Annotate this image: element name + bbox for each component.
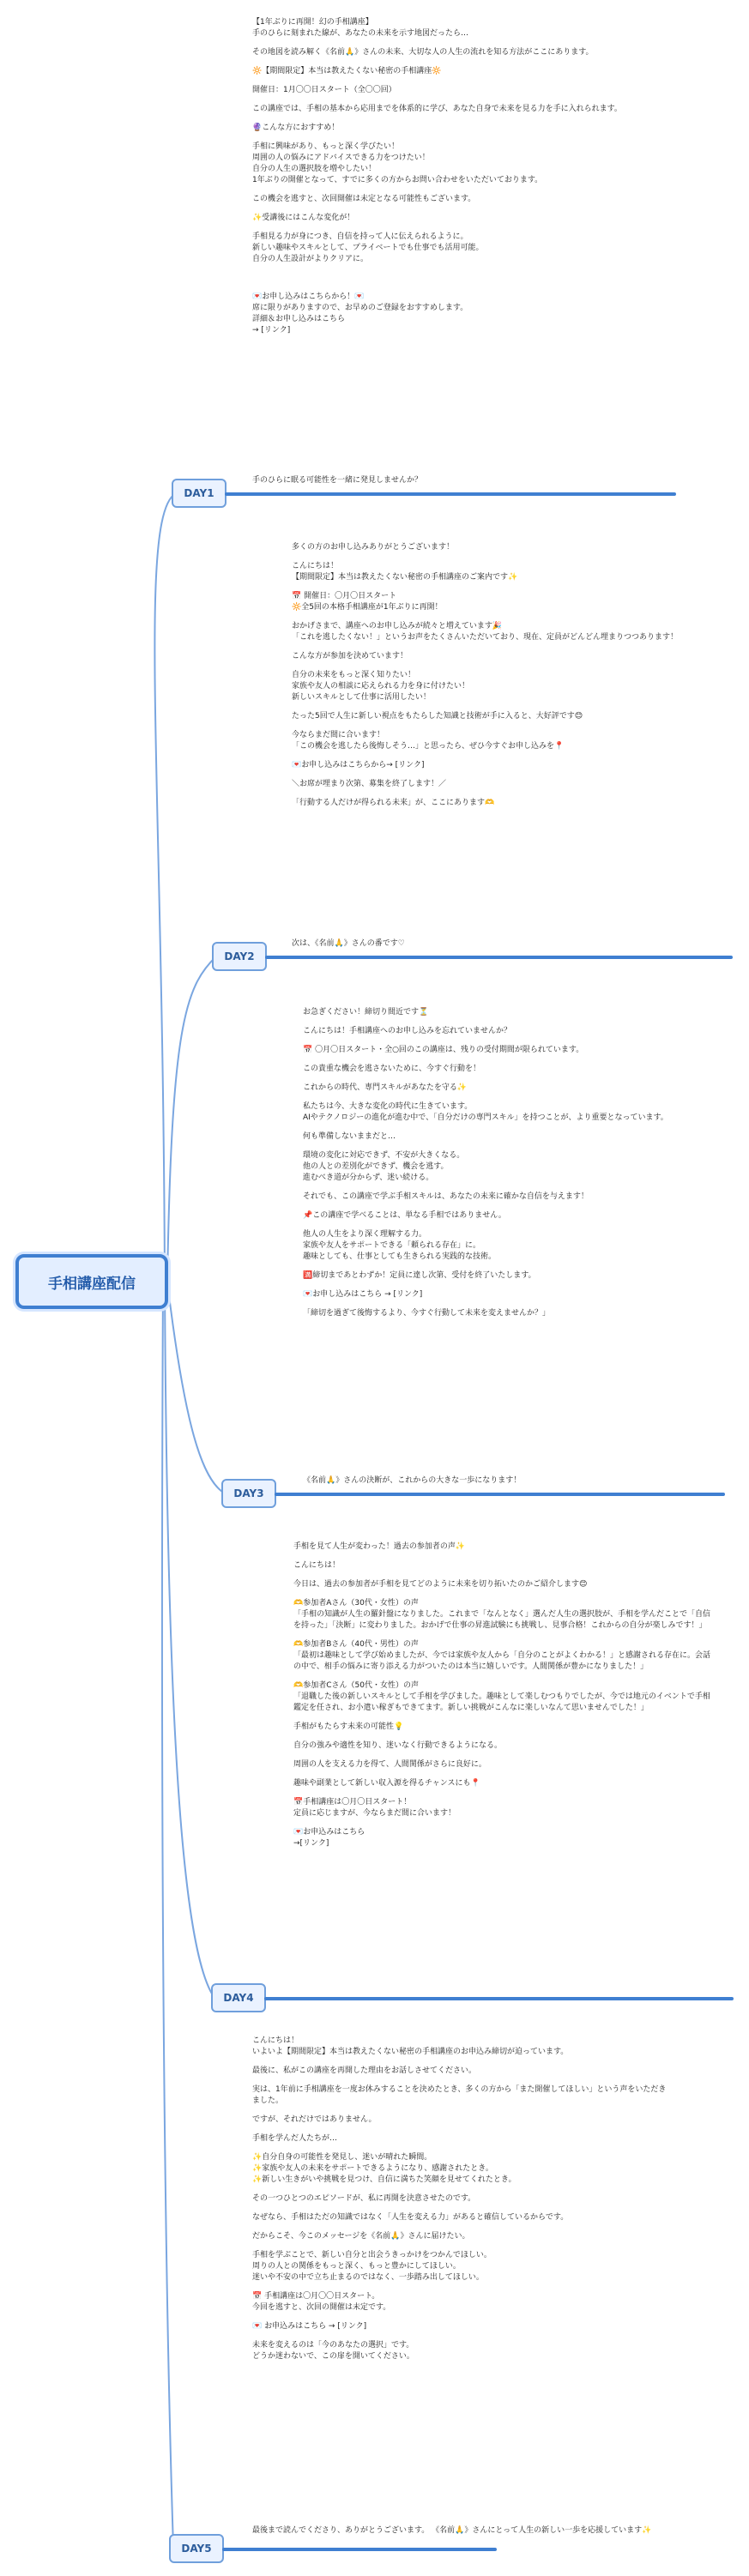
day3-paragraph: こんにちは！手相講座へのお申し込みを忘れていませんか？: [303, 1027, 512, 1035]
day3-paragraph: 📌この講座で学べることは、単なる手相ではありません。: [303, 1211, 506, 1220]
day5-paragraph: こんにちは！ いよいよ【期間限定】本当は教えたくない秘密の手相講座のお申込み締切が迫っています。: [252, 2036, 569, 2056]
day5-paragraph: 未来を変えるのは「今のあなたの選択」です。 どうか迷わないで、この扉を開いてください。: [252, 2341, 414, 2361]
day2-paragraph: 自分の未来をもっと深く知りたい！ 家族や友人の相談に応えられる力を身に付けたい！ 新しいスキルとして仕事に活用したい！: [292, 671, 470, 702]
day5-paragraph: 📅 手相講座は〇月〇〇日スタート。 今回を逃すと、次回の開催は未定です。: [252, 2292, 391, 2312]
day4-paragraph: こんにちは！: [293, 1561, 341, 1570]
day1-paragraph: 🔮こんな方におすすめ！: [252, 124, 340, 132]
day5-paragraph: ですが、それだけではありません。: [252, 2115, 377, 2124]
day2-text: [292, 542, 678, 809]
day1-underline: [225, 492, 676, 496]
day4-underline: [264, 1997, 734, 2000]
day4-paragraph: 趣味や副業として新しい収入源を得るチャンスにも📍: [293, 1779, 480, 1788]
day2-paragraph: ＼お席が埋まり次第、募集を終了します！／: [292, 780, 447, 788]
day4-paragraph: 🫶参加者Cさん（50代・女性）の声 「退職した後の新しいスキルとして手相を学びました。趣味として楽しむつもりでしたが、今では地元のイベントで手相鑑定を任され、お小遣い稼ぎもできてます。新しい挑戦がこんなに楽しいなんて思いませんでした！」: [293, 1681, 710, 1712]
connector-root-day4: [165, 1282, 214, 1998]
day3-text: [303, 1007, 680, 1319]
day2-paragraph: 💌お申し込みはこちらから→ [リンク]: [292, 761, 425, 769]
day3-paragraph: 🈵締切まであとわずか！定員に達し次第、受付を終了いたします。: [303, 1271, 536, 1280]
day1-paragraph: 💌お申し込みはこちらから！💌 席に限りがありますので、お早めのご登録をおすすめします。 詳細＆お申し込みはこちら → [リンク]: [252, 293, 468, 335]
day5-paragraph: 手相を学ぶことで、新しい自分と出会うきっかけをつかんでほしい。 周りの人との関係をもっと深く、もっと豊かにしてほしい。 迷いや不安の中で立ち止まるのではなく、一歩踏み出してほしい。: [252, 2251, 492, 2282]
day5-text: [252, 2036, 669, 2362]
day4-paragraph: 手相がもたらす未来の可能性💡: [293, 1722, 404, 1731]
day2-paragraph: 「行動する人だけが得られる未来」が、ここにあります🫶: [292, 799, 495, 807]
day4-paragraph: 🫶参加者Bさん（40代・男性）の声 「最初は趣味として学び始めましたが、今では家族や友人から「自分のことがよくわかる！」と感謝される存在に。会話の中で、相手の悩みに寄り添える力がついたのは本当に嬉しいです。人間関係が豊かになりました！」: [293, 1640, 711, 1671]
connector-root-day2: [167, 956, 216, 1282]
day1-branch-text: 手のひらに眠る可能性を一緒に発見しませんか？: [252, 476, 423, 485]
day3-paragraph: 何も準備しないままだと…: [303, 1132, 396, 1141]
day1-paragraph: 【1年ぶりに再開！幻の手相講座】 手のひらに刻まれた線が、あなたの未来を示す地図だったら…: [252, 18, 469, 38]
day3-paragraph: 💌お申し込みはこちら → [リンク]: [303, 1290, 423, 1299]
day1-paragraph: その地図を読み解く《名前🙏》さんの未来、大切な人の人生の流れを知る方法がここにあります。: [252, 48, 594, 57]
day4-paragraph: 📅手相講座は〇月〇日スタート！ 定員に応じますが、今ならまだ間に合います！: [293, 1798, 456, 1818]
day2-paragraph: 今ならまだ間に合います！ 「この機会を逃したら後悔しそう…」と思ったら、ぜひ今すぐお申し込みを📍: [292, 731, 565, 751]
day2-paragraph: こんな方が参加を決めています！: [292, 652, 408, 661]
day3-paragraph: それでも、この講座で学ぶ手相スキルは、あなたの未来に確かな自信を与えます！: [303, 1192, 589, 1201]
day2-paragraph: たった5回で人生に新しい視点をもたらした知識と技術が手に入ると、大好評です😊: [292, 712, 583, 721]
day3-paragraph: 環境の変化に対応できず、不安が大きくなる。 他の人との差別化ができず、機会を逃す。 進むべき道が分からず、迷い続ける。: [303, 1151, 465, 1182]
day3-node[interactable]: DAY3: [221, 1479, 276, 1508]
day1-paragraph: 手相に興味があり、もっと深く学びたい！ 周囲の人の悩みにアドバイスできる力をつけたい！ 自分の人生の選択肢を増やしたい！ 1年ぶりの開催となって、すでに多くの方からお問い合わせをいただいております。: [252, 142, 543, 184]
day4-paragraph: 周囲の人を支える力を得て、人間関係がさらに良好に。: [293, 1760, 486, 1769]
day3-paragraph: この貴重な機会を逃さないために、今すぐ行動を！: [303, 1065, 481, 1073]
day1-paragraph: この機会を逃すと、次回開催は未定となる可能性もございます。: [252, 195, 476, 203]
day5-branch-text: 最後まで読んでくださり、ありがとうございます。 《名前🙏》さんにとって人生の新しい一歩を応援しています✨: [252, 2526, 652, 2535]
day1-paragraph: 手相見る力が身につき、自信を持って人に伝えられるように。 新しい趣味やスキルとして、プライベートでも仕事でも活用可能。 自分の人生設計がよりクリアに。: [252, 232, 484, 263]
day3-paragraph: お急ぎください！締切り間近です⏳: [303, 1008, 429, 1017]
day4-paragraph: 今日は、過去の参加者が手相を見てどのように未来を切り拓いたのかご紹介します😊: [293, 1580, 588, 1589]
day5-paragraph: 手相を学んだ人たちが…: [252, 2134, 338, 2143]
day3-paragraph: 📅 〇月〇日スタート・全○回のこの講座は、残りの受付期間が限られています。: [303, 1046, 584, 1054]
day3-underline: [275, 1493, 725, 1496]
day2-paragraph: おかげさまで、講座へのお申し込みが続々と増えています🎉 「これを逃したくない！」というお声をたくさんいただいており、現在、定員がどんどん埋まりつつあります！: [292, 622, 679, 642]
day4-paragraph: 🫶参加者Aさん（30代・女性）の声 「手相の知識が人生の羅針盤になりました。これまで「なんとなく」選んだ人生の選択肢が、手相を学んだことで「自信を持った」「決断」に変わりました。おかげで仕事の昇進試験にも挑戦し、見事合格！これからの自分が楽しみです！」: [293, 1599, 711, 1630]
day5-node[interactable]: DAY5: [169, 2534, 224, 2563]
day1-text: [252, 17, 630, 336]
day3-branch-text: 《名前🙏》さんの決断が、これからの大きな一歩になります！: [303, 1476, 522, 1485]
day1-paragraph: この講座では、手相の基本から応用までを体系的に学び、あなた自身で未来を見る力を手に入れられます。: [252, 105, 622, 113]
day5-paragraph: 💌 お申込みはこちら → [リンク]: [252, 2322, 367, 2331]
connector-root-day5: [162, 1282, 173, 2548]
day2-underline: [265, 956, 733, 959]
day1-paragraph: 🔆【期間限定】本当は教えたくない秘密の手相講座🔆: [252, 67, 442, 75]
day4-text: [293, 1541, 710, 1849]
day2-branch-text: 次は、《名前🙏》さんの番です♡: [292, 939, 405, 948]
connector-root-day1: [154, 493, 176, 1282]
day3-paragraph: 他人の人生をより深く理解する力。 家族や友人をサポートできる「頼られる存在」に。 趣味としても、仕事としても生きられる実践的な技術。: [303, 1230, 497, 1261]
day4-paragraph: 💌お申込みはこちら →[リンク]: [293, 1828, 365, 1848]
day5-paragraph: だからこそ、今このメッセージを《名前🙏》さんに届けたい。: [252, 2232, 470, 2241]
day1-paragraph: 開催日：1月〇〇日スタート（全〇〇回）: [252, 86, 396, 94]
day4-paragraph: 自分の強みや適性を知り、迷いなく行動できるようになる。: [293, 1741, 503, 1750]
day5-underline: [222, 2548, 497, 2551]
day5-paragraph: 実は、1年前に手相講座を一度お休みすることを決めたとき、多くの方から「また開催してほしい」という声をいただきました。: [252, 2085, 667, 2105]
day3-paragraph: 「締切を過ぎて後悔するより、今すぐ行動して未来を変えませんか？」: [303, 1309, 551, 1318]
day1-node[interactable]: DAY1: [172, 479, 227, 508]
day3-paragraph: 私たちは今、大きな変化の時代に生きています。 AIやテクノロジーの進化が進む中で、「自分だけの専門スキル」を持つことが、より重要となっています。: [303, 1102, 668, 1122]
day5-paragraph: 最後に、私がこの講座を再開した理由をお話しさせてください。: [252, 2066, 477, 2075]
day4-paragraph: 手相を見て人生が変わった！過去の参加者の声✨: [293, 1542, 466, 1551]
day1-paragraph: ✨受講後にはこんな変化が！: [252, 214, 355, 222]
day4-node[interactable]: DAY4: [211, 1983, 266, 2012]
day3-paragraph: これからの時代、専門スキルがあなたを守る✨: [303, 1083, 468, 1092]
day2-paragraph: 📅 開催日：〇月〇日スタート 🔆全5回の本格手相講座が1年ぶりに再開！: [292, 592, 443, 612]
day2-node[interactable]: DAY2: [212, 942, 267, 971]
connector-root-day3: [167, 1282, 225, 1493]
day1-paragraph: [252, 273, 630, 284]
day2-paragraph: 多くの方のお申し込みありがとうございます！: [292, 543, 455, 552]
day5-paragraph: なぜなら、手相はただの知識ではなく「人生を変える力」があると確信しているからです。: [252, 2213, 569, 2222]
day2-paragraph: こんにちは！ 【期間限定】本当は教えたくない秘密の手相講座のご案内です✨: [292, 562, 518, 582]
root-node[interactable]: 手相講座配信: [15, 1254, 168, 1309]
day5-paragraph: その一つひとつのエピソードが、私に再開を決意させたのです。: [252, 2194, 476, 2203]
day5-paragraph: ✨自分自身の可能性を発見し、迷いが晴れた瞬間。 ✨家族や友人の未来をサポートできるようになり、感謝されたとき。 ✨新しい生きがいや挑戦を見つけ、自信に満ちた笑顔を見せてくれたとき。: [252, 2153, 516, 2184]
